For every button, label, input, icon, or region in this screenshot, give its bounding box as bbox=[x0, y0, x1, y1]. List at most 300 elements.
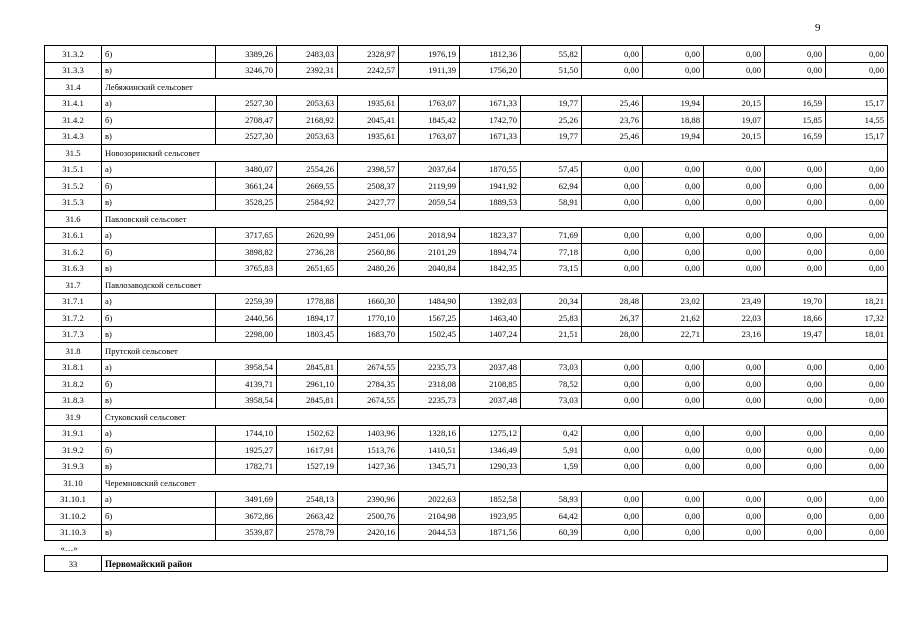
value-cell: 0,00 bbox=[643, 260, 704, 277]
value-cell: 0,00 bbox=[582, 392, 643, 409]
value-cell: 0,00 bbox=[582, 161, 643, 178]
value-cell: 1812,36 bbox=[460, 46, 521, 63]
row-code: 33 bbox=[45, 556, 102, 572]
row-code: 31.4.1 bbox=[45, 95, 102, 112]
value-cell: 28,48 bbox=[582, 293, 643, 310]
row-code: 31.10.1 bbox=[45, 491, 102, 508]
value-cell: 0,00 bbox=[582, 244, 643, 261]
value-cell: 3672,86 bbox=[216, 508, 277, 525]
value-cell: 25,46 bbox=[582, 95, 643, 112]
value-cell: 1275,12 bbox=[460, 425, 521, 442]
value-cell: 0,00 bbox=[643, 178, 704, 195]
value-cell: 2845,81 bbox=[277, 392, 338, 409]
value-cell: 2328,97 bbox=[338, 46, 399, 63]
value-cell: 0,00 bbox=[826, 442, 888, 459]
value-cell: 0,00 bbox=[643, 376, 704, 393]
section-row bbox=[45, 343, 888, 360]
row-code: 31.4 bbox=[45, 79, 102, 96]
value-cell: 18,88 bbox=[643, 112, 704, 129]
value-cell: 0,00 bbox=[643, 458, 704, 475]
value-cell: 3958,54 bbox=[216, 392, 277, 409]
row-code: 31.5.3 bbox=[45, 194, 102, 211]
value-cell: 0,00 bbox=[765, 359, 826, 376]
value-cell: 1770,10 bbox=[338, 310, 399, 327]
value-cell: 0,00 bbox=[765, 194, 826, 211]
value-cell: 19,77 bbox=[521, 95, 582, 112]
value-cell: 2548,13 bbox=[277, 491, 338, 508]
value-cell: 2427,77 bbox=[338, 194, 399, 211]
value-cell: 0,00 bbox=[765, 458, 826, 475]
value-cell: 2318,08 bbox=[399, 376, 460, 393]
table-row bbox=[45, 95, 888, 112]
table-row bbox=[45, 326, 888, 343]
value-cell: 3765,83 bbox=[216, 260, 277, 277]
value-cell: 0,00 bbox=[582, 194, 643, 211]
value-cell: 51,50 bbox=[521, 62, 582, 79]
value-cell: 2527,30 bbox=[216, 95, 277, 112]
value-cell: 0,00 bbox=[765, 161, 826, 178]
value-cell: 15,17 bbox=[826, 128, 888, 145]
table-body bbox=[45, 46, 888, 572]
row-subitem: а) bbox=[102, 293, 216, 310]
table-row bbox=[45, 442, 888, 459]
value-cell: 1502,62 bbox=[277, 425, 338, 442]
row-subitem: а) bbox=[102, 359, 216, 376]
value-cell: 2674,55 bbox=[338, 392, 399, 409]
value-cell: 1,59 bbox=[521, 458, 582, 475]
table-row bbox=[45, 425, 888, 442]
value-cell: 25,26 bbox=[521, 112, 582, 129]
value-cell: 62,94 bbox=[521, 178, 582, 195]
value-cell: 0,00 bbox=[643, 524, 704, 541]
value-cell: 71,69 bbox=[521, 227, 582, 244]
value-cell: 0,00 bbox=[704, 178, 765, 195]
value-cell: 2242,57 bbox=[338, 62, 399, 79]
value-cell: 0,00 bbox=[765, 178, 826, 195]
value-cell: 57,45 bbox=[521, 161, 582, 178]
value-cell: 2390,96 bbox=[338, 491, 399, 508]
value-cell: 3528,25 bbox=[216, 194, 277, 211]
section-row bbox=[45, 409, 888, 426]
value-cell: 0,00 bbox=[643, 491, 704, 508]
value-cell: 2037,48 bbox=[460, 359, 521, 376]
value-cell: 2022,63 bbox=[399, 491, 460, 508]
value-cell: 0,00 bbox=[643, 46, 704, 63]
value-cell: 15,85 bbox=[765, 112, 826, 129]
value-cell: 77,18 bbox=[521, 244, 582, 261]
value-cell: 20,15 bbox=[704, 128, 765, 145]
section-title: Прутской сельсовет bbox=[102, 343, 888, 360]
value-cell: 3898,82 bbox=[216, 244, 277, 261]
row-subitem: а) bbox=[102, 491, 216, 508]
value-cell: 18,66 bbox=[765, 310, 826, 327]
value-cell: 3958,54 bbox=[216, 359, 277, 376]
section-row bbox=[45, 211, 888, 228]
value-cell: 0,00 bbox=[826, 161, 888, 178]
value-cell: 1911,39 bbox=[399, 62, 460, 79]
value-cell: 2119,99 bbox=[399, 178, 460, 195]
table-row bbox=[45, 392, 888, 409]
value-cell: 0,00 bbox=[826, 359, 888, 376]
value-cell: 2651,65 bbox=[277, 260, 338, 277]
value-cell: 0,00 bbox=[704, 194, 765, 211]
value-cell: 2845,81 bbox=[277, 359, 338, 376]
value-cell: 0,42 bbox=[521, 425, 582, 442]
row-code: 31.9.1 bbox=[45, 425, 102, 442]
table-row bbox=[45, 194, 888, 211]
value-cell: 1935,61 bbox=[338, 95, 399, 112]
value-cell: 1290,33 bbox=[460, 458, 521, 475]
row-subitem: б) bbox=[102, 112, 216, 129]
value-cell: 2168,92 bbox=[277, 112, 338, 129]
value-cell: 0,00 bbox=[826, 458, 888, 475]
value-cell: 2527,30 bbox=[216, 128, 277, 145]
value-cell: 2483,03 bbox=[277, 46, 338, 63]
value-cell: 0,00 bbox=[826, 62, 888, 79]
value-cell: 1894,17 bbox=[277, 310, 338, 327]
value-cell: 0,00 bbox=[765, 425, 826, 442]
value-cell: 0,00 bbox=[765, 260, 826, 277]
value-cell: 1763,07 bbox=[399, 95, 460, 112]
value-cell: 2554,26 bbox=[277, 161, 338, 178]
table-row bbox=[45, 458, 888, 475]
value-cell: 3389,26 bbox=[216, 46, 277, 63]
value-cell: 1778,88 bbox=[277, 293, 338, 310]
value-cell: 1823,37 bbox=[460, 227, 521, 244]
value-cell: 16,59 bbox=[765, 95, 826, 112]
value-cell: 3246,70 bbox=[216, 62, 277, 79]
section-row bbox=[45, 145, 888, 162]
table-row bbox=[45, 508, 888, 525]
row-subitem: в) bbox=[102, 194, 216, 211]
value-cell: 0,00 bbox=[765, 227, 826, 244]
value-cell: 58,93 bbox=[521, 491, 582, 508]
value-cell: 2620,99 bbox=[277, 227, 338, 244]
value-cell: 0,00 bbox=[826, 425, 888, 442]
value-cell: 2669,55 bbox=[277, 178, 338, 195]
value-cell: 73,15 bbox=[521, 260, 582, 277]
row-subitem: в) bbox=[102, 524, 216, 541]
value-cell: 0,00 bbox=[826, 244, 888, 261]
section-row bbox=[45, 79, 888, 96]
value-cell: 0,00 bbox=[765, 508, 826, 525]
value-cell: 23,02 bbox=[643, 293, 704, 310]
district-title: Первомайский район bbox=[102, 556, 888, 572]
value-cell: 78,52 bbox=[521, 376, 582, 393]
value-cell: 0,00 bbox=[765, 244, 826, 261]
value-cell: 0,00 bbox=[643, 227, 704, 244]
value-cell: 19,07 bbox=[704, 112, 765, 129]
value-cell: 22,71 bbox=[643, 326, 704, 343]
value-cell: 21,51 bbox=[521, 326, 582, 343]
value-cell: 1744,10 bbox=[216, 425, 277, 442]
value-cell: 2235,73 bbox=[399, 359, 460, 376]
value-cell: 14,55 bbox=[826, 112, 888, 129]
value-cell: 3717,65 bbox=[216, 227, 277, 244]
value-cell: 3539,87 bbox=[216, 524, 277, 541]
continuation-mark: «…» bbox=[60, 543, 78, 553]
value-cell: 0,00 bbox=[643, 244, 704, 261]
value-cell: 1941,92 bbox=[460, 178, 521, 195]
value-cell: 0,00 bbox=[765, 491, 826, 508]
table-row bbox=[45, 293, 888, 310]
tariff-table bbox=[44, 45, 888, 572]
row-code: 31.6.1 bbox=[45, 227, 102, 244]
value-cell: 15,17 bbox=[826, 95, 888, 112]
row-code: 31.7 bbox=[45, 277, 102, 294]
table-row bbox=[45, 161, 888, 178]
value-cell: 1871,56 bbox=[460, 524, 521, 541]
value-cell: 2420,16 bbox=[338, 524, 399, 541]
row-subitem: в) bbox=[102, 62, 216, 79]
value-cell: 1870,55 bbox=[460, 161, 521, 178]
value-cell: 2784,35 bbox=[338, 376, 399, 393]
value-cell: 0,00 bbox=[765, 376, 826, 393]
value-cell: 1617,91 bbox=[277, 442, 338, 459]
value-cell: 0,00 bbox=[704, 260, 765, 277]
table-row bbox=[45, 491, 888, 508]
value-cell: 0,00 bbox=[582, 425, 643, 442]
value-cell: 2674,55 bbox=[338, 359, 399, 376]
value-cell: 2578,79 bbox=[277, 524, 338, 541]
value-cell: 2392,31 bbox=[277, 62, 338, 79]
table-row bbox=[45, 62, 888, 79]
value-cell: 25,46 bbox=[582, 128, 643, 145]
value-cell: 23,16 bbox=[704, 326, 765, 343]
value-cell: 1427,36 bbox=[338, 458, 399, 475]
value-cell: 0,00 bbox=[826, 194, 888, 211]
value-cell: 55,82 bbox=[521, 46, 582, 63]
value-cell: 0,00 bbox=[643, 359, 704, 376]
value-cell: 2736,28 bbox=[277, 244, 338, 261]
row-code: 31.7.1 bbox=[45, 293, 102, 310]
value-cell: 2053,63 bbox=[277, 128, 338, 145]
value-cell: 0,00 bbox=[826, 260, 888, 277]
value-cell: 19,94 bbox=[643, 128, 704, 145]
value-cell: 0,00 bbox=[826, 392, 888, 409]
row-subitem: б) bbox=[102, 508, 216, 525]
value-cell: 0,00 bbox=[582, 442, 643, 459]
row-code: 31.8.1 bbox=[45, 359, 102, 376]
value-cell: 0,00 bbox=[704, 244, 765, 261]
value-cell: 0,00 bbox=[704, 508, 765, 525]
value-cell: 2037,64 bbox=[399, 161, 460, 178]
value-cell: 0,00 bbox=[582, 524, 643, 541]
section-title: Новозоринский сельсовет bbox=[102, 145, 888, 162]
value-cell: 2108,85 bbox=[460, 376, 521, 393]
value-cell: 0,00 bbox=[643, 508, 704, 525]
row-subitem: в) bbox=[102, 128, 216, 145]
value-cell: 2037,48 bbox=[460, 392, 521, 409]
value-cell: 0,00 bbox=[704, 442, 765, 459]
row-code: 31.5.1 bbox=[45, 161, 102, 178]
value-cell: 0,00 bbox=[826, 491, 888, 508]
value-cell: 1845,42 bbox=[399, 112, 460, 129]
value-cell: 1410,51 bbox=[399, 442, 460, 459]
row-code: 31.8 bbox=[45, 343, 102, 360]
row-code: 31.10 bbox=[45, 475, 102, 492]
value-cell: 26,37 bbox=[582, 310, 643, 327]
value-cell: 1782,71 bbox=[216, 458, 277, 475]
table-row bbox=[45, 376, 888, 393]
value-cell: 23,49 bbox=[704, 293, 765, 310]
value-cell: 0,00 bbox=[704, 524, 765, 541]
value-cell: 18,01 bbox=[826, 326, 888, 343]
continuation-row bbox=[45, 541, 888, 556]
row-subitem: в) bbox=[102, 326, 216, 343]
table-row bbox=[45, 524, 888, 541]
value-cell: 0,00 bbox=[582, 508, 643, 525]
row-code: 31.9 bbox=[45, 409, 102, 426]
value-cell: 18,21 bbox=[826, 293, 888, 310]
value-cell: 58,91 bbox=[521, 194, 582, 211]
value-cell: 16,59 bbox=[765, 128, 826, 145]
table-row bbox=[45, 178, 888, 195]
value-cell: 5,91 bbox=[521, 442, 582, 459]
row-code: 31.9.3 bbox=[45, 458, 102, 475]
value-cell: 1513,76 bbox=[338, 442, 399, 459]
value-cell: 2259,39 bbox=[216, 293, 277, 310]
value-cell: 0,00 bbox=[582, 260, 643, 277]
value-cell: 1502,45 bbox=[399, 326, 460, 343]
row-subitem: в) bbox=[102, 458, 216, 475]
value-cell: 64,42 bbox=[521, 508, 582, 525]
value-cell: 0,00 bbox=[643, 442, 704, 459]
section-title: Павловский сельсовет bbox=[102, 211, 888, 228]
table-row bbox=[45, 359, 888, 376]
value-cell: 0,00 bbox=[643, 62, 704, 79]
row-subitem: б) bbox=[102, 46, 216, 63]
value-cell: 1660,30 bbox=[338, 293, 399, 310]
value-cell: 1852,58 bbox=[460, 491, 521, 508]
value-cell: 0,00 bbox=[826, 227, 888, 244]
value-cell: 20,34 bbox=[521, 293, 582, 310]
value-cell: 1803,45 bbox=[277, 326, 338, 343]
value-cell: 0,00 bbox=[643, 392, 704, 409]
table-row bbox=[45, 244, 888, 261]
row-code: 31.8.2 bbox=[45, 376, 102, 393]
value-cell: 1925,27 bbox=[216, 442, 277, 459]
value-cell: 60,39 bbox=[521, 524, 582, 541]
row-subitem: б) bbox=[102, 244, 216, 261]
row-subitem: а) bbox=[102, 161, 216, 178]
value-cell: 2040,84 bbox=[399, 260, 460, 277]
value-cell: 1463,40 bbox=[460, 310, 521, 327]
value-cell: 73,03 bbox=[521, 359, 582, 376]
section-row bbox=[45, 277, 888, 294]
value-cell: 2044,53 bbox=[399, 524, 460, 541]
value-cell: 2053,63 bbox=[277, 95, 338, 112]
value-cell: 1346,49 bbox=[460, 442, 521, 459]
value-cell: 2101,29 bbox=[399, 244, 460, 261]
value-cell: 0,00 bbox=[582, 359, 643, 376]
value-cell: 2508,37 bbox=[338, 178, 399, 195]
value-cell: 28,00 bbox=[582, 326, 643, 343]
value-cell: 3491,69 bbox=[216, 491, 277, 508]
value-cell: 0,00 bbox=[826, 46, 888, 63]
value-cell: 2045,41 bbox=[338, 112, 399, 129]
value-cell: 2298,00 bbox=[216, 326, 277, 343]
row-code: 31.3.2 bbox=[45, 46, 102, 63]
value-cell: 0,00 bbox=[826, 178, 888, 195]
value-cell: 2059,54 bbox=[399, 194, 460, 211]
row-code: 31.5.2 bbox=[45, 178, 102, 195]
value-cell: 0,00 bbox=[704, 491, 765, 508]
value-cell: 0,00 bbox=[826, 508, 888, 525]
value-cell: 2663,42 bbox=[277, 508, 338, 525]
value-cell: 0,00 bbox=[704, 392, 765, 409]
value-cell: 0,00 bbox=[582, 227, 643, 244]
value-cell: 1742,70 bbox=[460, 112, 521, 129]
table-row bbox=[45, 112, 888, 129]
value-cell: 1392,03 bbox=[460, 293, 521, 310]
table-row bbox=[45, 260, 888, 277]
value-cell: 25,83 bbox=[521, 310, 582, 327]
value-cell: 0,00 bbox=[704, 458, 765, 475]
value-cell: 0,00 bbox=[643, 425, 704, 442]
value-cell: 1671,33 bbox=[460, 95, 521, 112]
row-code: 31.6.2 bbox=[45, 244, 102, 261]
row-subitem: б) bbox=[102, 178, 216, 195]
value-cell: 0,00 bbox=[704, 359, 765, 376]
row-code: 31.7.2 bbox=[45, 310, 102, 327]
table-row bbox=[45, 227, 888, 244]
row-code: 31.7.3 bbox=[45, 326, 102, 343]
row-code: 31.9.2 bbox=[45, 442, 102, 459]
value-cell: 0,00 bbox=[765, 392, 826, 409]
value-cell: 0,00 bbox=[765, 442, 826, 459]
value-cell: 19,94 bbox=[643, 95, 704, 112]
value-cell: 20,15 bbox=[704, 95, 765, 112]
value-cell: 1484,90 bbox=[399, 293, 460, 310]
value-cell: 2480,26 bbox=[338, 260, 399, 277]
value-cell: 19,70 bbox=[765, 293, 826, 310]
value-cell: 0,00 bbox=[643, 161, 704, 178]
value-cell: 2235,73 bbox=[399, 392, 460, 409]
value-cell: 0,00 bbox=[765, 524, 826, 541]
row-code: 31.6.3 bbox=[45, 260, 102, 277]
value-cell: 2708,47 bbox=[216, 112, 277, 129]
value-cell: 0,00 bbox=[704, 227, 765, 244]
value-cell: 1328,16 bbox=[399, 425, 460, 442]
value-cell: 3661,24 bbox=[216, 178, 277, 195]
value-cell: 19,47 bbox=[765, 326, 826, 343]
value-cell: 0,00 bbox=[643, 194, 704, 211]
row-code: 31.10.2 bbox=[45, 508, 102, 525]
section-title: Черемновский сельсовет bbox=[102, 475, 888, 492]
value-cell: 73,03 bbox=[521, 392, 582, 409]
value-cell: 2961,10 bbox=[277, 376, 338, 393]
value-cell: 1894,74 bbox=[460, 244, 521, 261]
value-cell: 0,00 bbox=[704, 425, 765, 442]
section-row bbox=[45, 475, 888, 492]
row-subitem: в) bbox=[102, 392, 216, 409]
value-cell: 0,00 bbox=[582, 491, 643, 508]
row-subitem: а) bbox=[102, 227, 216, 244]
row-code: 31.6 bbox=[45, 211, 102, 228]
table-row bbox=[45, 310, 888, 327]
row-code: 31.5 bbox=[45, 145, 102, 162]
value-cell: 0,00 bbox=[704, 376, 765, 393]
district-row bbox=[45, 556, 888, 572]
value-cell: 1889,53 bbox=[460, 194, 521, 211]
value-cell: 1923,95 bbox=[460, 508, 521, 525]
value-cell: 0,00 bbox=[582, 458, 643, 475]
row-code: 31.8.3 bbox=[45, 392, 102, 409]
row-subitem: а) bbox=[102, 425, 216, 442]
value-cell: 0,00 bbox=[704, 161, 765, 178]
value-cell: 0,00 bbox=[704, 62, 765, 79]
